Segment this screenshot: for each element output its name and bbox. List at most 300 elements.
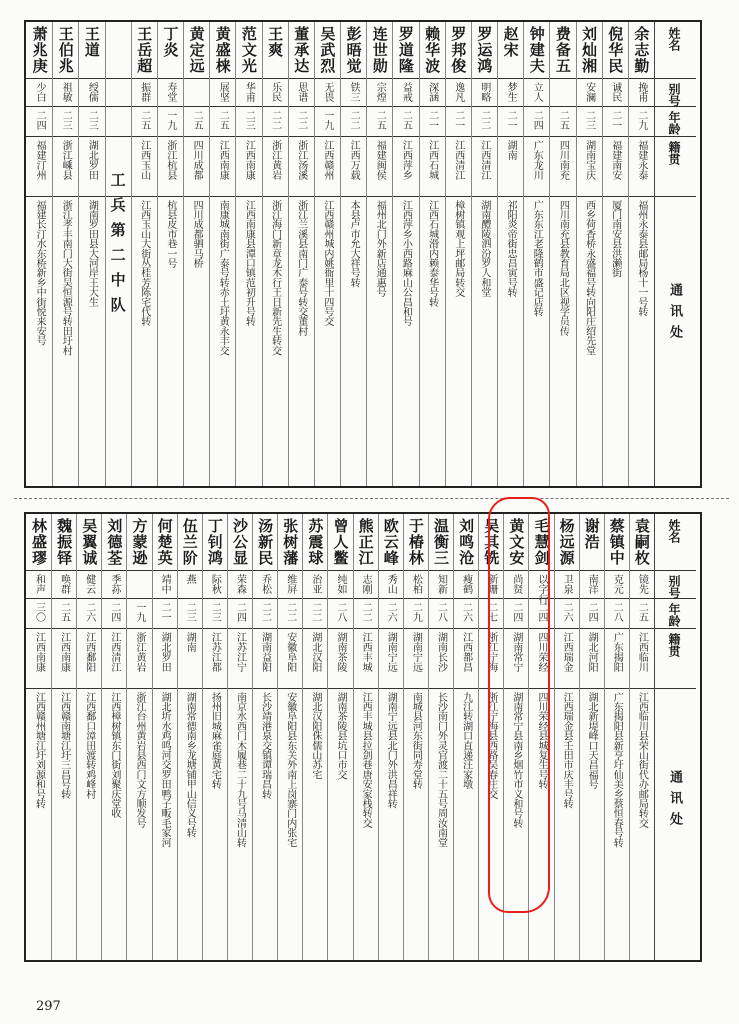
header-address: 通讯处 <box>667 283 682 346</box>
cell-alias: 乔松 <box>259 574 271 594</box>
cell-address: 杭县皮市巷一号 <box>164 200 176 268</box>
cell-address: 南城县河东街同寿堂转 <box>410 692 422 790</box>
cell-age: 二四 <box>535 602 547 622</box>
cell-name: 丁炎 <box>161 26 180 58</box>
cell-origin: 四川南充 <box>557 140 569 180</box>
cell-origin: 江西都昌 <box>460 632 472 672</box>
cell-origin: 江西赣州 <box>321 140 333 180</box>
cell-name: 谢浩 <box>582 518 601 550</box>
cell-origin: 湖南益阳 <box>259 632 271 672</box>
table-row <box>227 514 252 960</box>
cell-address: 浙江台州黄岩县西门文方顺发号 <box>134 692 146 828</box>
header-address: 通讯处 <box>667 769 682 833</box>
cell-address: 江西瑞金县壬田市庆丰号转 <box>561 692 573 809</box>
cell-age: 一九 <box>321 110 333 130</box>
cell-age: 二二 <box>478 110 490 130</box>
cell-address: 安徽阜阳县东关外南上岗寨门内张宅 <box>284 692 296 848</box>
cell-alias: 寿堂 <box>164 82 176 102</box>
cell-alias: 宗煌 <box>374 82 386 102</box>
cell-address: 长沙南门外灵官渡二十五号周汝南堂 <box>435 692 447 848</box>
table-row <box>26 514 51 960</box>
cell-address: 江西石城滑内赖泰华号转 <box>426 200 438 307</box>
table-row <box>51 514 76 960</box>
cell-address: 四川成都驷马桥 <box>191 200 203 268</box>
table-row <box>126 514 151 960</box>
cell-alias: 唤群 <box>58 574 70 594</box>
table-row <box>340 22 366 486</box>
cell-origin: 浙江宁海 <box>485 632 497 672</box>
cell-name: 王爽 <box>266 26 285 58</box>
cell-age: 二六 <box>385 602 397 622</box>
table-row <box>152 514 177 960</box>
header-name: 姓名 <box>667 27 681 51</box>
table-row <box>235 22 261 486</box>
cell-origin: 福建南安 <box>609 140 621 180</box>
table-row <box>497 22 523 486</box>
table-row <box>288 22 314 486</box>
cell-origin: 江西万载 <box>348 140 360 180</box>
cell-name: 吴翼诚 <box>80 518 99 566</box>
cell-address: 广东揭阳县新亨圩仙美乡蔡恒春号转 <box>611 692 623 848</box>
cell-address: 扬州旧城麻雀庭黄宅转 <box>209 692 221 790</box>
table-row <box>277 514 302 960</box>
cell-age: 二三 <box>583 110 595 130</box>
cell-alias: 铁三 <box>348 82 360 102</box>
table-row <box>52 22 78 486</box>
cell-age: 二一 <box>452 110 464 130</box>
cell-age: 二六 <box>561 602 573 622</box>
cell-age: 二二 <box>309 602 321 622</box>
cell-address: 福州永泰县邮局杨十一号转 <box>635 200 647 317</box>
cell-name: 丁钊鸿 <box>205 518 224 566</box>
table-row <box>183 22 209 486</box>
table-row <box>353 514 378 960</box>
cell-origin: 江西南康 <box>217 140 229 180</box>
red-handdrawn-highlight-mark <box>485 497 550 913</box>
cell-name: 刘德荃 <box>105 518 124 566</box>
cell-age: 二二 <box>348 110 360 130</box>
cell-name: 张树藩 <box>281 518 300 566</box>
table-row <box>209 22 235 486</box>
cell-age: 二四 <box>510 602 522 622</box>
cell-age: 一九 <box>164 110 176 130</box>
section-title: 工兵第二中队 <box>108 172 127 322</box>
cell-address: 江西南康县潭口镇范初升号转 <box>243 200 255 327</box>
table-row <box>302 514 327 960</box>
cell-age: 二八 <box>435 602 447 622</box>
roster-table-top <box>24 20 702 488</box>
table-row <box>471 22 497 486</box>
header-age: 年龄 <box>667 111 681 135</box>
cell-name: 沙公显 <box>231 518 249 566</box>
table-row <box>76 514 101 960</box>
cell-age: 二三 <box>60 110 72 130</box>
header-divider <box>654 22 655 486</box>
cell-alias: 深涵 <box>426 82 438 102</box>
cell-address: 湖南醴陵泗汾罗人和堂 <box>478 200 490 298</box>
cell-alias: 镜先 <box>636 574 648 594</box>
cell-age: 二五 <box>400 110 412 130</box>
table-row <box>453 514 478 960</box>
cell-origin: 广东龙川 <box>531 140 543 180</box>
header-origin: 籍贯 <box>667 633 681 657</box>
cell-origin: 江西南康 <box>33 632 45 672</box>
cell-origin: 江西南康 <box>58 632 70 672</box>
cell-address: 广东东江老隆鹤市盛记店转 <box>531 200 543 317</box>
cell-name: 刘鸣沧 <box>457 518 476 566</box>
cell-alias: 展坚 <box>217 82 229 102</box>
cell-alias: 荣森 <box>234 574 246 594</box>
cell-age: 二一 <box>426 110 438 130</box>
table-row <box>157 22 183 486</box>
cell-address: 湖南罗田县大河岸王大生 <box>86 200 98 307</box>
cell-name: 董承达 <box>292 26 311 74</box>
cell-name: 袁嗣枚 <box>632 518 651 566</box>
header-divider <box>654 514 655 960</box>
cell-address: 本县卢市允大祥号转 <box>348 200 360 288</box>
cell-age: 二九 <box>410 602 422 622</box>
cell-alias: 新珊 <box>485 574 497 594</box>
cell-age: 二一 <box>505 110 517 130</box>
cell-address: 江西萍乡小西路麻山公昌和号 <box>400 200 412 327</box>
cell-origin: 江西瑞金 <box>561 632 573 672</box>
cell-alias: 益戒 <box>400 82 412 102</box>
cell-name: 林盛璆 <box>30 518 49 566</box>
cell-address: 厦门南安县洪濑街 <box>609 200 621 278</box>
cell-origin: 湖南宝庆 <box>583 140 595 180</box>
cell-origin: 湖南常宁 <box>510 632 522 672</box>
table-row <box>366 22 392 486</box>
cell-alias: 诚民 <box>609 82 621 102</box>
cell-origin: 江西石城 <box>426 140 438 180</box>
cell-alias: 立人 <box>531 82 543 102</box>
cell-name: 罗邦俊 <box>449 26 468 74</box>
table-row <box>378 514 403 960</box>
cell-origin: 福建闽侯 <box>374 140 386 180</box>
table-row <box>554 514 579 960</box>
cell-alias: 无畏 <box>321 82 333 102</box>
cell-alias: 华甫 <box>243 82 255 102</box>
cell-address: 浙江兰溪县南门广泰号转交董村 <box>295 200 307 336</box>
cell-address: 福州北门外新店通惠号 <box>374 200 386 298</box>
cell-age: 二六 <box>460 602 472 622</box>
table-row <box>262 22 288 486</box>
cell-origin: 四川荣经 <box>535 632 547 672</box>
cell-name: 杨远源 <box>557 518 576 566</box>
cell-address: 湖北新堤峰口天昌福号 <box>586 692 598 790</box>
table-row <box>177 514 202 960</box>
table-row <box>202 514 227 960</box>
cell-alias: 维屏 <box>284 574 296 594</box>
cell-origin: 江西临川 <box>636 632 648 672</box>
cell-name: 伍兰阶 <box>180 518 199 566</box>
cell-name: 罗道隆 <box>396 26 415 74</box>
cell-alias: 季荪 <box>108 574 120 594</box>
cell-origin: 广东揭阳 <box>611 632 623 672</box>
cell-name: 钟建夫 <box>527 26 546 74</box>
cell-origin: 湖北河阳 <box>586 632 598 672</box>
cell-address: 福建长汀水东桥新乡中街悦来安号 <box>34 200 46 346</box>
cell-alias: 尚贤 <box>510 574 522 594</box>
cell-address: 江西玉山大街丛桂芳陈宅代转 <box>138 200 150 327</box>
table-row <box>629 514 654 960</box>
cell-address: 西乡荷香桥永盛福号转向阳庄绍先堂 <box>583 200 595 356</box>
table-row <box>523 22 549 486</box>
cell-address: 浙江孝丰南门大街吴恒源号转田圩村 <box>60 200 72 356</box>
cell-age: 二三 <box>243 110 255 130</box>
cell-address: 湖北圻水鸡鸣河交罗田鸭子畈毛家河 <box>159 692 171 848</box>
cell-age: 二八 <box>611 602 623 622</box>
cell-origin: 湖南茶陵 <box>334 632 346 672</box>
cell-name: 毛慧剑 <box>532 518 551 566</box>
cell-name: 蔡镇中 <box>607 518 626 566</box>
table-row <box>579 514 604 960</box>
table-row <box>628 22 654 486</box>
cell-age: 二一 <box>159 602 171 622</box>
cell-address: 祁阳炎帝街忠昌寅号转 <box>505 200 517 298</box>
cell-alias: 挽甫 <box>635 82 647 102</box>
cell-alias: 卫泉 <box>561 574 573 594</box>
cell-age: 二二 <box>269 110 281 130</box>
cell-name: 余志勤 <box>632 26 651 74</box>
cell-age: 二五 <box>138 110 150 130</box>
table-row <box>428 514 453 960</box>
cell-name: 吴其铣 <box>482 518 501 566</box>
cell-name: 刘灿湘 <box>580 26 599 74</box>
cell-age: 三〇 <box>33 602 45 622</box>
cell-address: 南京水西门木履巷二十九号马清山转 <box>234 692 246 848</box>
cell-origin: 湖南 <box>184 632 196 652</box>
cell-age: 二三 <box>184 602 196 622</box>
table-row <box>314 22 340 486</box>
cell-name: 于椿林 <box>406 518 425 566</box>
table-row <box>252 514 277 960</box>
table-row <box>26 22 52 486</box>
cell-origin: 江西玉山 <box>138 140 150 180</box>
cell-address: 湖南茶陵县坑口市交 <box>334 692 346 780</box>
cell-name: 王岳超 <box>135 26 154 74</box>
cell-age: 二四 <box>586 602 598 622</box>
cell-name: 方蒙逊 <box>130 518 149 566</box>
cell-name: 苏震球 <box>306 518 325 566</box>
cell-origin: 湖南长沙 <box>435 632 447 672</box>
cell-origin: 浙江汤溪 <box>295 140 307 180</box>
cell-age: 二五 <box>58 602 70 622</box>
cell-name: 罗运鸿 <box>475 26 494 74</box>
cell-age: 二二 <box>295 110 307 130</box>
cell-address: 浙江宁海县西路吴春庄交 <box>485 692 497 799</box>
cell-name: 魏振铎 <box>55 518 74 566</box>
cell-age: 二五 <box>374 110 386 130</box>
roster-table-bottom <box>24 512 702 962</box>
cell-address: 四川南充县教育局北区视学员传 <box>557 200 569 336</box>
cell-alias: 明略 <box>478 82 490 102</box>
header-name: 姓名 <box>667 519 681 543</box>
column-divider <box>105 22 106 486</box>
cell-address: 江西樟树镇东门街刘聚庆堂收 <box>108 692 120 819</box>
cell-name: 温衡三 <box>431 518 450 566</box>
cell-alias: 燕 <box>184 574 196 584</box>
cell-origin: 浙江嵊县 <box>60 140 72 180</box>
cell-name: 熊正江 <box>356 518 375 566</box>
cell-age: 二五 <box>217 110 229 130</box>
cell-origin: 湖南宁远 <box>385 632 397 672</box>
cell-age: 二四 <box>234 602 246 622</box>
cell-age: 二七 <box>485 602 497 622</box>
cell-alias: 秀山 <box>385 574 397 594</box>
cell-alias: 志刚 <box>360 574 372 594</box>
cell-alias: 南洋 <box>586 574 598 594</box>
cell-name: 连世勋 <box>370 26 389 74</box>
cell-alias: 克元 <box>611 574 623 594</box>
cell-address: 湖南常德南乡龙塘铺甲山信义号转 <box>184 692 196 838</box>
cell-address: 湖南宁远县北门外洪昌祥转 <box>385 692 397 809</box>
table-row <box>602 22 628 486</box>
cell-alias: 思谱 <box>295 82 307 102</box>
cell-name: 黄盛梾 <box>213 26 232 74</box>
cell-age: 二四 <box>531 110 543 130</box>
cell-age: 一九 <box>134 602 146 622</box>
cell-origin: 江西萍乡 <box>400 140 412 180</box>
cell-age: 二二 <box>259 602 271 622</box>
header-alias: 别号 <box>667 83 681 107</box>
table-row <box>549 22 575 486</box>
cell-age: 二三 <box>86 110 98 130</box>
cell-age: 二六 <box>83 602 95 622</box>
table-row <box>78 22 104 486</box>
cell-address: 江西临川县荣山街代办邮局转交 <box>636 692 648 828</box>
cell-origin: 福建汀州 <box>34 140 46 180</box>
cell-name: 汤新民 <box>256 518 275 566</box>
cell-origin: 四川成都 <box>191 140 203 180</box>
cell-alias: 瘦鹤 <box>460 574 472 594</box>
cell-alias: 际秋 <box>209 574 221 594</box>
cell-origin: 湖北罗田 <box>159 632 171 672</box>
cell-address: 江西赣南塘江圩三昌号转 <box>58 692 70 799</box>
cell-origin: 浙江黄岩 <box>269 140 281 180</box>
cell-origin: 江西清江 <box>452 140 464 180</box>
cell-age: 二四 <box>108 602 120 622</box>
cell-name: 王道 <box>82 26 101 58</box>
cell-origin: 湖南宁远 <box>410 632 422 672</box>
cell-address: 九江转湖口直递汪家墩 <box>460 692 472 790</box>
table-row <box>604 514 629 960</box>
header-origin: 籍贯 <box>667 141 681 165</box>
cell-age: 二九 <box>635 110 647 130</box>
table-row <box>392 22 418 486</box>
cell-origin: 湖南 <box>505 140 517 160</box>
cell-age: 二八 <box>334 602 346 622</box>
cell-alias: 治亚 <box>309 574 321 594</box>
cell-name: 黄定远 <box>187 26 206 74</box>
cell-address: 南康城南街广泰号转赤土圩黄永丰交 <box>217 200 229 356</box>
cell-address: 江西鄱口漳田渡转鸡峰村 <box>83 692 95 799</box>
cell-origin: 江西丰城 <box>360 632 372 672</box>
table-row <box>327 514 352 960</box>
cell-alias: 祖敏 <box>60 82 72 102</box>
cell-age: 二四 <box>34 110 46 130</box>
cell-alias: 逸凡 <box>452 82 464 102</box>
cell-age: 二二 <box>284 602 296 622</box>
cell-age: 二五 <box>557 110 569 130</box>
cell-alias: 知新 <box>435 574 447 594</box>
cell-name: 赖华波 <box>423 26 442 74</box>
cell-name: 费备五 <box>553 26 572 74</box>
table-row <box>403 514 428 960</box>
cell-alias: 纯如 <box>334 574 346 594</box>
cell-alias: 乐民 <box>269 82 281 102</box>
cell-name: 王伯兆 <box>56 26 75 74</box>
cell-origin: 浙江杭县 <box>164 140 176 180</box>
cell-name: 萧兆庚 <box>30 26 49 74</box>
cell-alias: 健云 <box>83 574 95 594</box>
cell-alias: 振群 <box>138 82 150 102</box>
table-row <box>101 514 126 960</box>
cell-origin: 江苏江宁 <box>234 632 246 672</box>
cell-name: 范文光 <box>239 26 258 74</box>
cell-address: 四川荣经县城复生号转 <box>535 692 547 790</box>
cell-origin: 福建永泰 <box>635 140 647 180</box>
cell-origin: 江西清江 <box>108 632 120 672</box>
cell-address: 江西赣州城内姚衙里十四号交 <box>321 200 333 327</box>
page-number: 297 <box>36 999 61 1014</box>
page-fold-divider <box>14 498 729 499</box>
cell-age: 二五 <box>636 602 648 622</box>
cell-origin: 浙江黄岩 <box>134 632 146 672</box>
cell-origin: 安徽阜阳 <box>284 632 296 672</box>
cell-name: 欧云峰 <box>381 518 400 566</box>
header-age: 年龄 <box>667 603 681 627</box>
cell-alias: 和声 <box>33 574 45 594</box>
cell-alias: 松柏 <box>410 574 422 594</box>
cell-address: 长沙靖港泉交镇谭瑞昌转 <box>259 692 271 799</box>
cell-address: 湖南常宁县南乡烟竹市义和号转 <box>510 692 522 828</box>
cell-origin: 江苏江都 <box>209 632 221 672</box>
cell-origin: 江西南康 <box>243 140 255 180</box>
cell-address: 浙江海门新章龙木行王日新先生转交 <box>269 200 281 356</box>
cell-alias: 靖中 <box>159 574 171 594</box>
cell-origin: 湖北罗田 <box>86 140 98 180</box>
cell-alias: 梦生 <box>505 82 517 102</box>
cell-alias: 少白 <box>34 82 46 102</box>
cell-name: 吴武烈 <box>318 26 337 74</box>
cell-alias: 绶儒 <box>86 82 98 102</box>
table-row <box>445 22 471 486</box>
cell-name: 何楚英 <box>155 518 174 566</box>
cell-name: 曾人鳖 <box>331 518 350 566</box>
cell-address: 江西丰城县拉剑巷唐安家栈转交 <box>360 692 372 828</box>
cell-address: 江西赣州塘江圩刘源和号转 <box>33 692 45 809</box>
cell-name: 黄文安 <box>507 518 526 566</box>
cell-age: 二一 <box>609 110 621 130</box>
table-row <box>576 22 602 486</box>
cell-name: 赵宋 <box>501 26 520 58</box>
table-row <box>131 22 157 486</box>
cell-age: 二五 <box>191 110 203 130</box>
cell-origin: 湖北汉阳 <box>309 632 321 672</box>
cell-origin: 江西鄱阳 <box>83 632 95 672</box>
cell-alias: 以字行 <box>535 574 547 604</box>
table-row <box>419 22 445 486</box>
cell-name: 倪华民 <box>606 26 625 74</box>
cell-age: 二二 <box>360 602 372 622</box>
cell-name: 彭晤觉 <box>344 26 363 74</box>
cell-address: 樟树镇观上坪邮局转交 <box>452 200 464 298</box>
cell-origin: 江西清江 <box>478 140 490 180</box>
cell-address: 湖北汉阳侏儒山苏宅 <box>309 692 321 780</box>
cell-alias: 安澜 <box>583 82 595 102</box>
header-alias: 别号 <box>667 575 681 599</box>
